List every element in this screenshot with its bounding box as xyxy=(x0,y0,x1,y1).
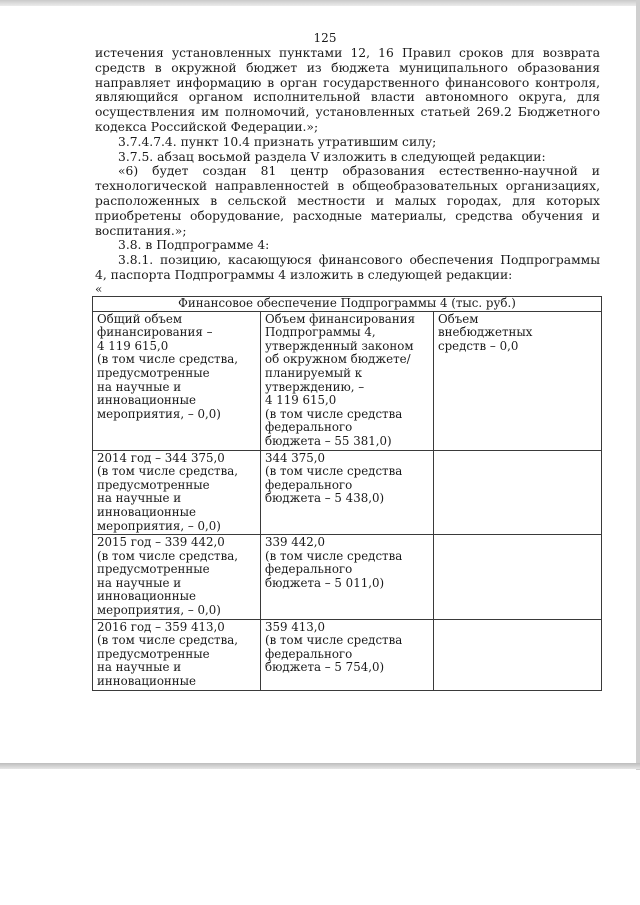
table-caption: Финансовое обеспечение Подпрограммы 4 (тыс. руб.) xyxy=(93,297,602,312)
table-cell xyxy=(434,619,602,690)
paragraph-1: истечения установленных пунктами 12, 16 Правил сроков для возврата средств в окружной бюджет из бюджета муниципального образования направляет информацию в орган государственного финансового контроля, являющийся органом исполнительной власти автономного округа, для осуществления им полномочий, установленных статьей 269.2 Бюджетного кодекса Российской Федерации.»; xyxy=(95,46,600,134)
table-cell xyxy=(261,450,434,535)
table-cell xyxy=(434,535,602,620)
cell-line: предусмотренные xyxy=(97,562,210,577)
table-row xyxy=(93,535,602,620)
cell-line: Общий объем xyxy=(97,311,183,326)
cell-line: федерального xyxy=(265,646,353,661)
cell-line: (в том числе средства, xyxy=(97,464,239,479)
paragraph-6: 3.8.1. позицию, касающуюся финансового обеспечения Подпрограммы 4, паспорта Подпрограммы 4 изложить в следующей редакции: xyxy=(95,253,600,282)
cell-line: 2015 год – 339 442,0 xyxy=(97,535,225,550)
cell-line: федерального xyxy=(265,420,353,435)
cell-line: мероприятия, – 0,0) xyxy=(97,603,221,618)
cell-line: внебюджетных xyxy=(438,325,533,340)
cell-line: бюджета – 5 438,0) xyxy=(265,491,385,506)
cell-line: федерального xyxy=(265,562,353,577)
cell-line: бюджета – 55 381,0) xyxy=(265,433,392,448)
table-body xyxy=(93,311,602,690)
cell-line: Подпрограммы 4, xyxy=(265,325,376,340)
cell-line: Объем xyxy=(438,311,479,326)
cell-line: утверждению, – xyxy=(265,379,365,394)
table-row xyxy=(93,450,602,535)
table-cell xyxy=(93,535,261,620)
body-text xyxy=(95,46,600,295)
table-cell xyxy=(261,619,434,690)
paragraph-3: 3.7.5. абзац восьмой раздела V изложить в следующей редакции: xyxy=(118,149,546,164)
cell-line: инновационные xyxy=(97,393,197,408)
cell-line: на научные и xyxy=(97,660,182,675)
table-cell xyxy=(93,619,261,690)
paragraph-2: 3.7.4.7.4. пункт 10.4 признать утратившим силу; xyxy=(118,134,437,149)
scan-edge-bottom xyxy=(0,763,640,769)
cell-line: утвержденный законом xyxy=(265,338,414,353)
table-cell xyxy=(434,311,602,450)
cell-line: 2016 год – 359 413,0 xyxy=(97,619,225,634)
cell-line: федерального xyxy=(265,477,353,492)
cell-line: (в том числе средства xyxy=(265,633,403,648)
table-cell xyxy=(93,311,261,450)
table-cell xyxy=(261,311,434,450)
cell-line: на научные и xyxy=(97,379,182,394)
cell-line: (в том числе средства, xyxy=(97,352,239,367)
cell-line: 359 413,0 xyxy=(265,619,326,634)
cell-line: инновационные xyxy=(97,589,197,604)
cell-line: предусмотренные xyxy=(97,477,210,492)
table-row xyxy=(93,619,602,690)
table-cell xyxy=(261,535,434,620)
cell-line: 4 119 615,0 xyxy=(97,338,169,353)
cell-line: планируемый к xyxy=(265,365,363,380)
paragraph-5: 3.8. в Подпрограмме 4: xyxy=(118,238,270,253)
cell-line: бюджета – 5 754,0) xyxy=(265,660,385,675)
page-number: 125 xyxy=(313,31,337,45)
cell-line: мероприятия, – 0,0) xyxy=(97,518,221,533)
cell-line: мероприятия, – 0,0) xyxy=(97,406,221,421)
cell-line: инновационные xyxy=(97,674,197,689)
cell-line: 344 375,0 xyxy=(265,450,326,465)
cell-line: (в том числе средства xyxy=(265,548,403,563)
scan-edge-top xyxy=(0,0,640,6)
table-row xyxy=(93,311,602,450)
open-quote: « xyxy=(95,281,103,296)
table-cell xyxy=(93,450,261,535)
paragraph-4: «6) будет создан 81 центр образования естественно-научной и технологической направленностей в общеобразовательных организациях, расположенных в сельской местности и малых городах, для которых приобретены оборудование, расходные материалы, средства обучения и воспитания.»; xyxy=(95,164,600,238)
cell-line: инновационные xyxy=(97,504,197,519)
cell-line: бюджета – 5 011,0) xyxy=(265,575,385,590)
financing-table xyxy=(92,296,602,691)
cell-line: (в том числе средства xyxy=(265,464,403,479)
cell-line: 4 119 615,0 xyxy=(265,393,337,408)
scan-edge-right xyxy=(636,0,640,770)
cell-line: на научные и xyxy=(97,575,182,590)
cell-line: об окружном бюджете/ xyxy=(265,352,411,367)
cell-line: (в том числе средства, xyxy=(97,633,239,648)
cell-line: средств – 0,0 xyxy=(438,338,519,353)
cell-line: (в том числе средства, xyxy=(97,548,239,563)
cell-line: (в том числе средства xyxy=(265,406,403,421)
table-cell xyxy=(434,450,602,535)
cell-line: на научные и xyxy=(97,491,182,506)
cell-line: предусмотренные xyxy=(97,646,210,661)
cell-line: 339 442,0 xyxy=(265,535,326,550)
cell-line: Объем финансирования xyxy=(265,311,416,326)
cell-line: финансирования – xyxy=(97,325,213,340)
cell-line: предусмотренные xyxy=(97,365,210,380)
table-caption-row xyxy=(93,297,602,312)
cell-line: 2014 год – 344 375,0 xyxy=(97,450,225,465)
